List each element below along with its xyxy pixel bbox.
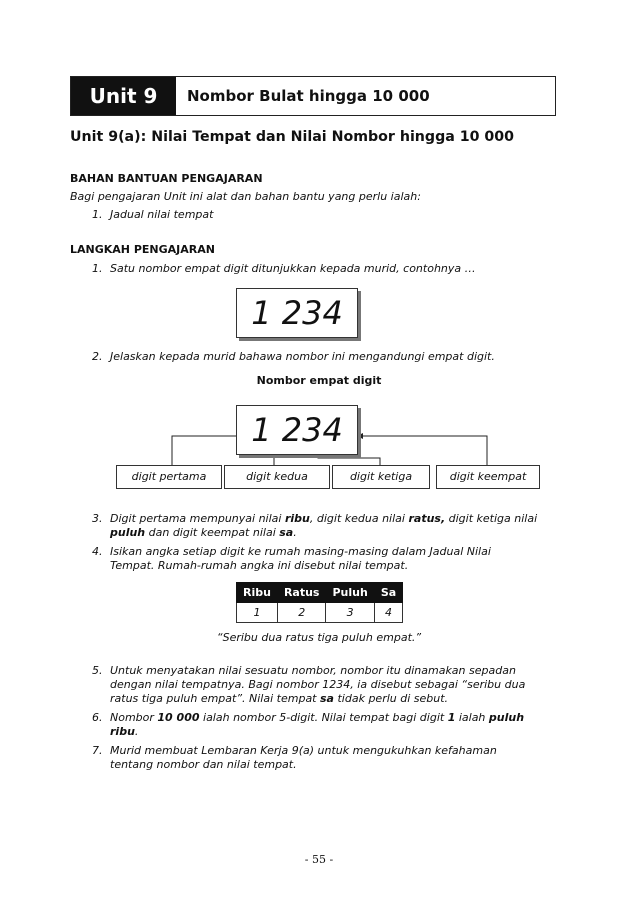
step-1-text: Satu nombor empat digit ditunjukkan kepada murid, contohnya …: [110, 262, 476, 275]
digit-label-second: digit kedua: [224, 465, 330, 489]
step-4-line-1: Isikan angka setiap digit ke rumah masing-masing dalam Jadual Nilai: [110, 545, 491, 558]
step-1-number: 1.: [92, 262, 103, 275]
number-display-diagram: 1 234: [236, 405, 358, 455]
table-header-ratus: Ratus: [277, 583, 326, 603]
step-5-line-2: dengan nilai tempatnya. Bagi nombor 1234, ia disebut sebagai “seribu dua: [110, 678, 526, 691]
number-display: 1 234: [236, 288, 358, 338]
bahan-heading: BAHAN BANTUAN PENGAJARAN: [70, 172, 263, 185]
table-cell-puluh: 3: [326, 603, 374, 623]
step-6-line-2: ribu.: [110, 725, 139, 738]
langkah-heading: LANGKAH PENGAJARAN: [70, 243, 215, 256]
step-3-line-1: Digit pertama mempunyai nilai ribu, digit kedua nilai ratus, digit ketiga nilai: [110, 512, 538, 525]
step-4-line-2: Tempat. Rumah-rumah angka ini disebut nilai tempat.: [110, 559, 409, 572]
number-quote: “Seribu dua ratus tiga puluh empat.”: [216, 631, 422, 644]
table-header-ribu: Ribu: [237, 583, 278, 603]
diagram-label: Nombor empat digit: [256, 374, 382, 387]
step-7-number: 7.: [92, 744, 103, 757]
table-cell-ribu: 1: [237, 603, 278, 623]
digit-label-first: digit pertama: [116, 465, 222, 489]
digit-label-fourth: digit keempat: [436, 465, 540, 489]
step-7-line-1: Murid membuat Lembaran Kerja 9(a) untuk mengukuhkan kefahaman: [110, 744, 497, 757]
step-5-line-1: Untuk menyatakan nilai sesuatu nombor, nombor itu dinamakan sepadan: [110, 664, 516, 677]
step-2-text: Jelaskan kepada murid bahawa nombor ini mengandungi empat digit.: [110, 350, 495, 363]
step-5-number: 5.: [92, 664, 103, 677]
unit-header: [70, 76, 556, 116]
place-value-table: [236, 582, 403, 623]
step-2-number: 2.: [92, 350, 103, 363]
table-header-sa: Sa: [374, 583, 402, 603]
bahan-item-number: 1.: [92, 208, 103, 221]
page-number: - 55 -: [304, 853, 334, 866]
table-cell-ratus: 2: [277, 603, 326, 623]
unit-label: Unit 9: [71, 77, 176, 115]
bahan-intro: Bagi pengajaran Unit ini alat dan bahan bantu yang perlu ialah:: [70, 190, 421, 203]
step-4-number: 4.: [92, 545, 103, 558]
step-5-line-3: ratus tiga puluh empat”. Nilai tempat sa tidak perlu di sebut.: [110, 692, 449, 705]
step-3-line-2: puluh dan digit keempat nilai sa.: [110, 526, 297, 539]
step-7-line-2: tentang nombor dan nilai tempat.: [110, 758, 297, 771]
page-subtitle: Unit 9(a): Nilai Tempat dan Nilai Nombor hingga 10 000: [70, 129, 515, 145]
digit-label-third: digit ketiga: [332, 465, 430, 489]
table-cell-sa: 4: [374, 603, 402, 623]
unit-title: Nombor Bulat hingga 10 000: [187, 87, 430, 105]
table-header-puluh: Puluh: [326, 583, 374, 603]
step-3-number: 3.: [92, 512, 103, 525]
step-6-number: 6.: [92, 711, 103, 724]
step-6-line-1: Nombor 10 000 ialah nombor 5-digit. Nilai tempat bagi digit 1 ialah puluh: [110, 711, 525, 724]
bahan-item: Jadual nilai tempat: [110, 208, 214, 221]
